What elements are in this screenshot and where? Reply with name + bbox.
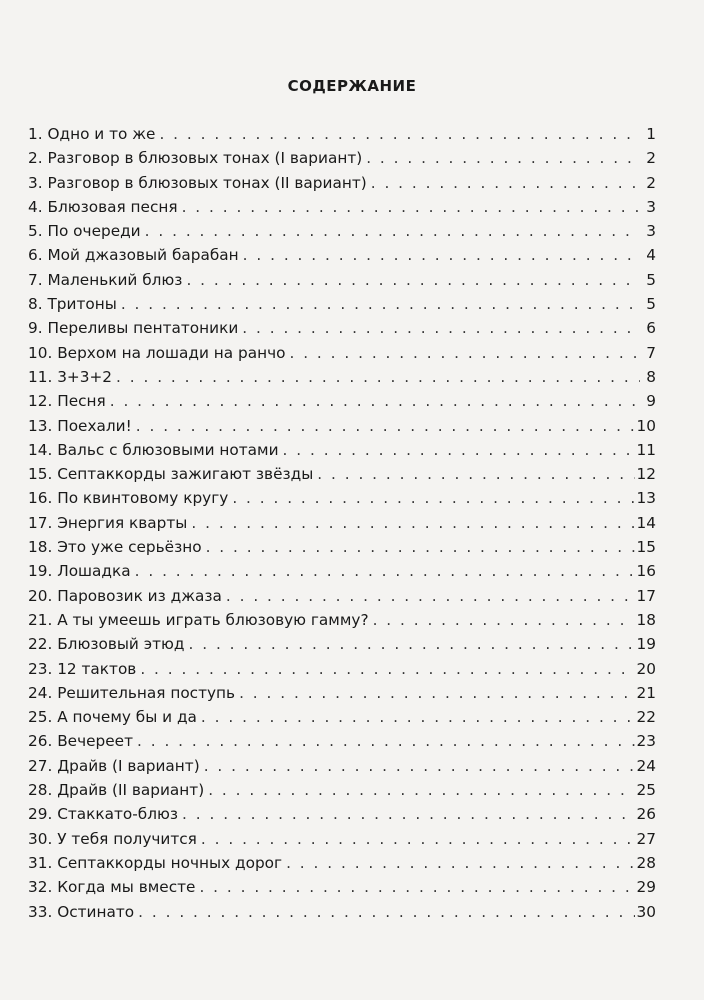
toc-entry — [28, 319, 656, 343]
toc-entry-page: 13 — [636, 489, 656, 508]
toc-entry-title: 21. А ты умеешь играть блюзовую гамму? — [28, 610, 369, 629]
toc-entry — [28, 732, 656, 756]
toc-dot-leader — [206, 538, 635, 556]
toc-dot-leader — [201, 708, 635, 726]
toc-entry — [28, 708, 656, 732]
toc-dot-leader — [140, 660, 634, 678]
toc-dot-leader — [186, 271, 640, 289]
toc-dot-leader — [317, 465, 634, 483]
toc-entry-title: 18. Это уже серьёзно — [28, 538, 202, 557]
toc-entry-title: 25. А почему бы и да — [28, 708, 197, 727]
toc-entry-page: 8 — [646, 367, 656, 386]
toc-dot-leader — [189, 635, 635, 653]
page-title: СОДЕРЖАНИЕ — [287, 77, 417, 95]
toc-entry-title: 3. Разговор в блюзовых тонах (II вариант) — [28, 173, 367, 192]
table-of-contents — [28, 125, 656, 927]
toc-entry — [28, 781, 656, 805]
toc-entry — [28, 514, 656, 538]
toc-entry — [28, 562, 656, 586]
toc-entry-page: 14 — [636, 513, 656, 532]
toc-dot-leader — [137, 732, 635, 750]
toc-entry-page: 15 — [636, 538, 656, 557]
toc-entry-page: 2 — [646, 149, 656, 168]
toc-entry-page: 1 — [646, 125, 656, 143]
toc-dot-leader — [242, 319, 640, 337]
toc-entry — [28, 854, 656, 878]
toc-dot-leader — [199, 878, 634, 896]
toc-entry-page: 9 — [646, 392, 656, 411]
toc-dot-leader — [201, 830, 635, 848]
toc-entry — [28, 198, 656, 222]
toc-entry-title: 31. Септаккорды ночных дорог — [28, 853, 283, 872]
toc-entry — [28, 805, 656, 829]
toc-entry — [28, 368, 656, 392]
toc-entry-page: 7 — [646, 343, 656, 362]
toc-dot-leader — [289, 344, 640, 362]
toc-dot-leader — [182, 198, 640, 216]
toc-entry-page: 12 — [636, 465, 656, 484]
toc-dot-leader — [145, 222, 640, 240]
toc-dot-leader — [136, 417, 635, 435]
toc-entry-page: 30 — [636, 902, 656, 921]
toc-entry-title: 11. 3+3+2 — [28, 367, 113, 386]
toc-dot-leader — [373, 611, 635, 629]
toc-entry-page: 18 — [636, 610, 656, 629]
toc-entry-page: 20 — [636, 659, 656, 678]
toc-entry — [28, 489, 656, 513]
toc-dot-leader — [138, 903, 634, 921]
toc-entry-title: 24. Решительная поступь — [28, 683, 236, 702]
toc-entry-page: 6 — [646, 319, 656, 338]
toc-entry-title: 30. У тебя получится — [28, 829, 197, 848]
toc-entry — [28, 222, 656, 246]
toc-entry-page: 29 — [636, 878, 656, 897]
toc-entry-title: 13. Поехали! — [28, 416, 132, 435]
toc-entry-page: 21 — [636, 683, 656, 702]
toc-entry-page: 16 — [636, 562, 656, 581]
toc-entry-title: 29. Стаккато-блюз — [28, 805, 179, 824]
toc-entry-page: 3 — [646, 222, 656, 241]
toc-entry — [28, 344, 656, 368]
toc-entry-title: 6. Мой джазовый барабан — [28, 246, 239, 265]
toc-dot-leader — [371, 174, 640, 192]
toc-entry — [28, 611, 656, 635]
toc-entry-title: 10. Верхом на лошади на ранчо — [28, 343, 286, 362]
toc-entry-title: 2. Разговор в блюзовых тонах (I вариант) — [28, 149, 363, 168]
toc-dot-leader — [110, 392, 640, 410]
toc-entry — [28, 125, 656, 149]
toc-entry — [28, 635, 656, 659]
toc-entry — [28, 587, 656, 611]
toc-entry-page: 5 — [646, 295, 656, 314]
toc-entry-title: 9. Переливы пентатоники — [28, 319, 239, 338]
toc-entry-title: 12. Песня — [28, 392, 106, 411]
toc-dot-leader — [182, 805, 635, 823]
toc-entry — [28, 684, 656, 708]
toc-entry-title: 14. Вальс с блюзовыми нотами — [28, 440, 279, 459]
toc-entry-page: 25 — [636, 781, 656, 800]
toc-dot-leader — [159, 125, 640, 143]
toc-entry-title: 32. Когда мы вместе — [28, 878, 196, 897]
toc-entry-page: 26 — [636, 805, 656, 824]
toc-entry — [28, 149, 656, 173]
toc-entry-title: 20. Паровозик из джаза — [28, 586, 222, 605]
toc-entry-title: 33. Остинато — [28, 902, 135, 921]
toc-entry — [28, 441, 656, 465]
toc-entry — [28, 830, 656, 854]
toc-entry — [28, 246, 656, 270]
toc-dot-leader — [232, 489, 634, 507]
toc-entry-title: 26. Вечереет — [28, 732, 133, 751]
toc-entry — [28, 878, 656, 902]
toc-entry-page: 28 — [636, 853, 656, 872]
toc-entry — [28, 757, 656, 781]
toc-dot-leader — [286, 854, 634, 872]
toc-dot-leader — [204, 757, 635, 775]
toc-entry-title: 22. Блюзовый этюд — [28, 635, 185, 654]
toc-entry-page: 17 — [636, 586, 656, 605]
toc-dot-leader — [208, 781, 634, 799]
toc-entry-title: 19. Лошадка — [28, 562, 131, 581]
toc-entry-title: 4. Блюзовая песня — [28, 197, 178, 216]
toc-entry-page: 19 — [636, 635, 656, 654]
toc-entry-page: 24 — [636, 756, 656, 775]
toc-entry — [28, 392, 656, 416]
toc-entry-page: 11 — [636, 440, 656, 459]
toc-dot-leader — [121, 295, 640, 313]
toc-entry-title: 27. Драйв (I вариант) — [28, 756, 200, 775]
toc-entry — [28, 903, 656, 927]
toc-entry-title: 1. Одно и то же — [28, 125, 156, 143]
toc-dot-leader — [239, 684, 634, 702]
toc-entry-page: 23 — [636, 732, 656, 751]
toc-entry-page: 27 — [636, 829, 656, 848]
toc-entry — [28, 538, 656, 562]
toc-entry-title: 8. Тритоны — [28, 295, 117, 314]
toc-entry-page: 5 — [646, 270, 656, 289]
toc-entry-title: 15. Септаккорды зажигают звёзды — [28, 465, 314, 484]
toc-dot-leader — [226, 587, 635, 605]
toc-entry-title: 5. По очереди — [28, 222, 141, 241]
toc-entry-page: 2 — [646, 173, 656, 192]
toc-entry-page: 22 — [636, 708, 656, 727]
toc-entry-title: 28. Драйв (II вариант) — [28, 781, 205, 800]
toc-entry-page: 4 — [646, 246, 656, 265]
toc-entry — [28, 660, 656, 684]
toc-entry-page: 10 — [636, 416, 656, 435]
toc-entry-page: 3 — [646, 197, 656, 216]
toc-entry — [28, 465, 656, 489]
toc-entry — [28, 417, 656, 441]
toc-dot-leader — [191, 514, 634, 532]
toc-dot-leader — [283, 441, 635, 459]
toc-dot-leader — [135, 562, 635, 580]
toc-entry — [28, 174, 656, 198]
toc-entry-title: 23. 12 тактов — [28, 659, 137, 678]
toc-entry — [28, 271, 656, 295]
toc-dot-leader — [243, 246, 640, 264]
toc-dot-leader — [116, 368, 640, 386]
toc-entry-title: 7. Маленький блюз — [28, 270, 183, 289]
toc-entry-title: 16. По квинтовому кругу — [28, 489, 229, 508]
toc-entry-title: 17. Энергия кварты — [28, 513, 188, 532]
toc-entry — [28, 295, 656, 319]
toc-dot-leader — [366, 149, 640, 167]
